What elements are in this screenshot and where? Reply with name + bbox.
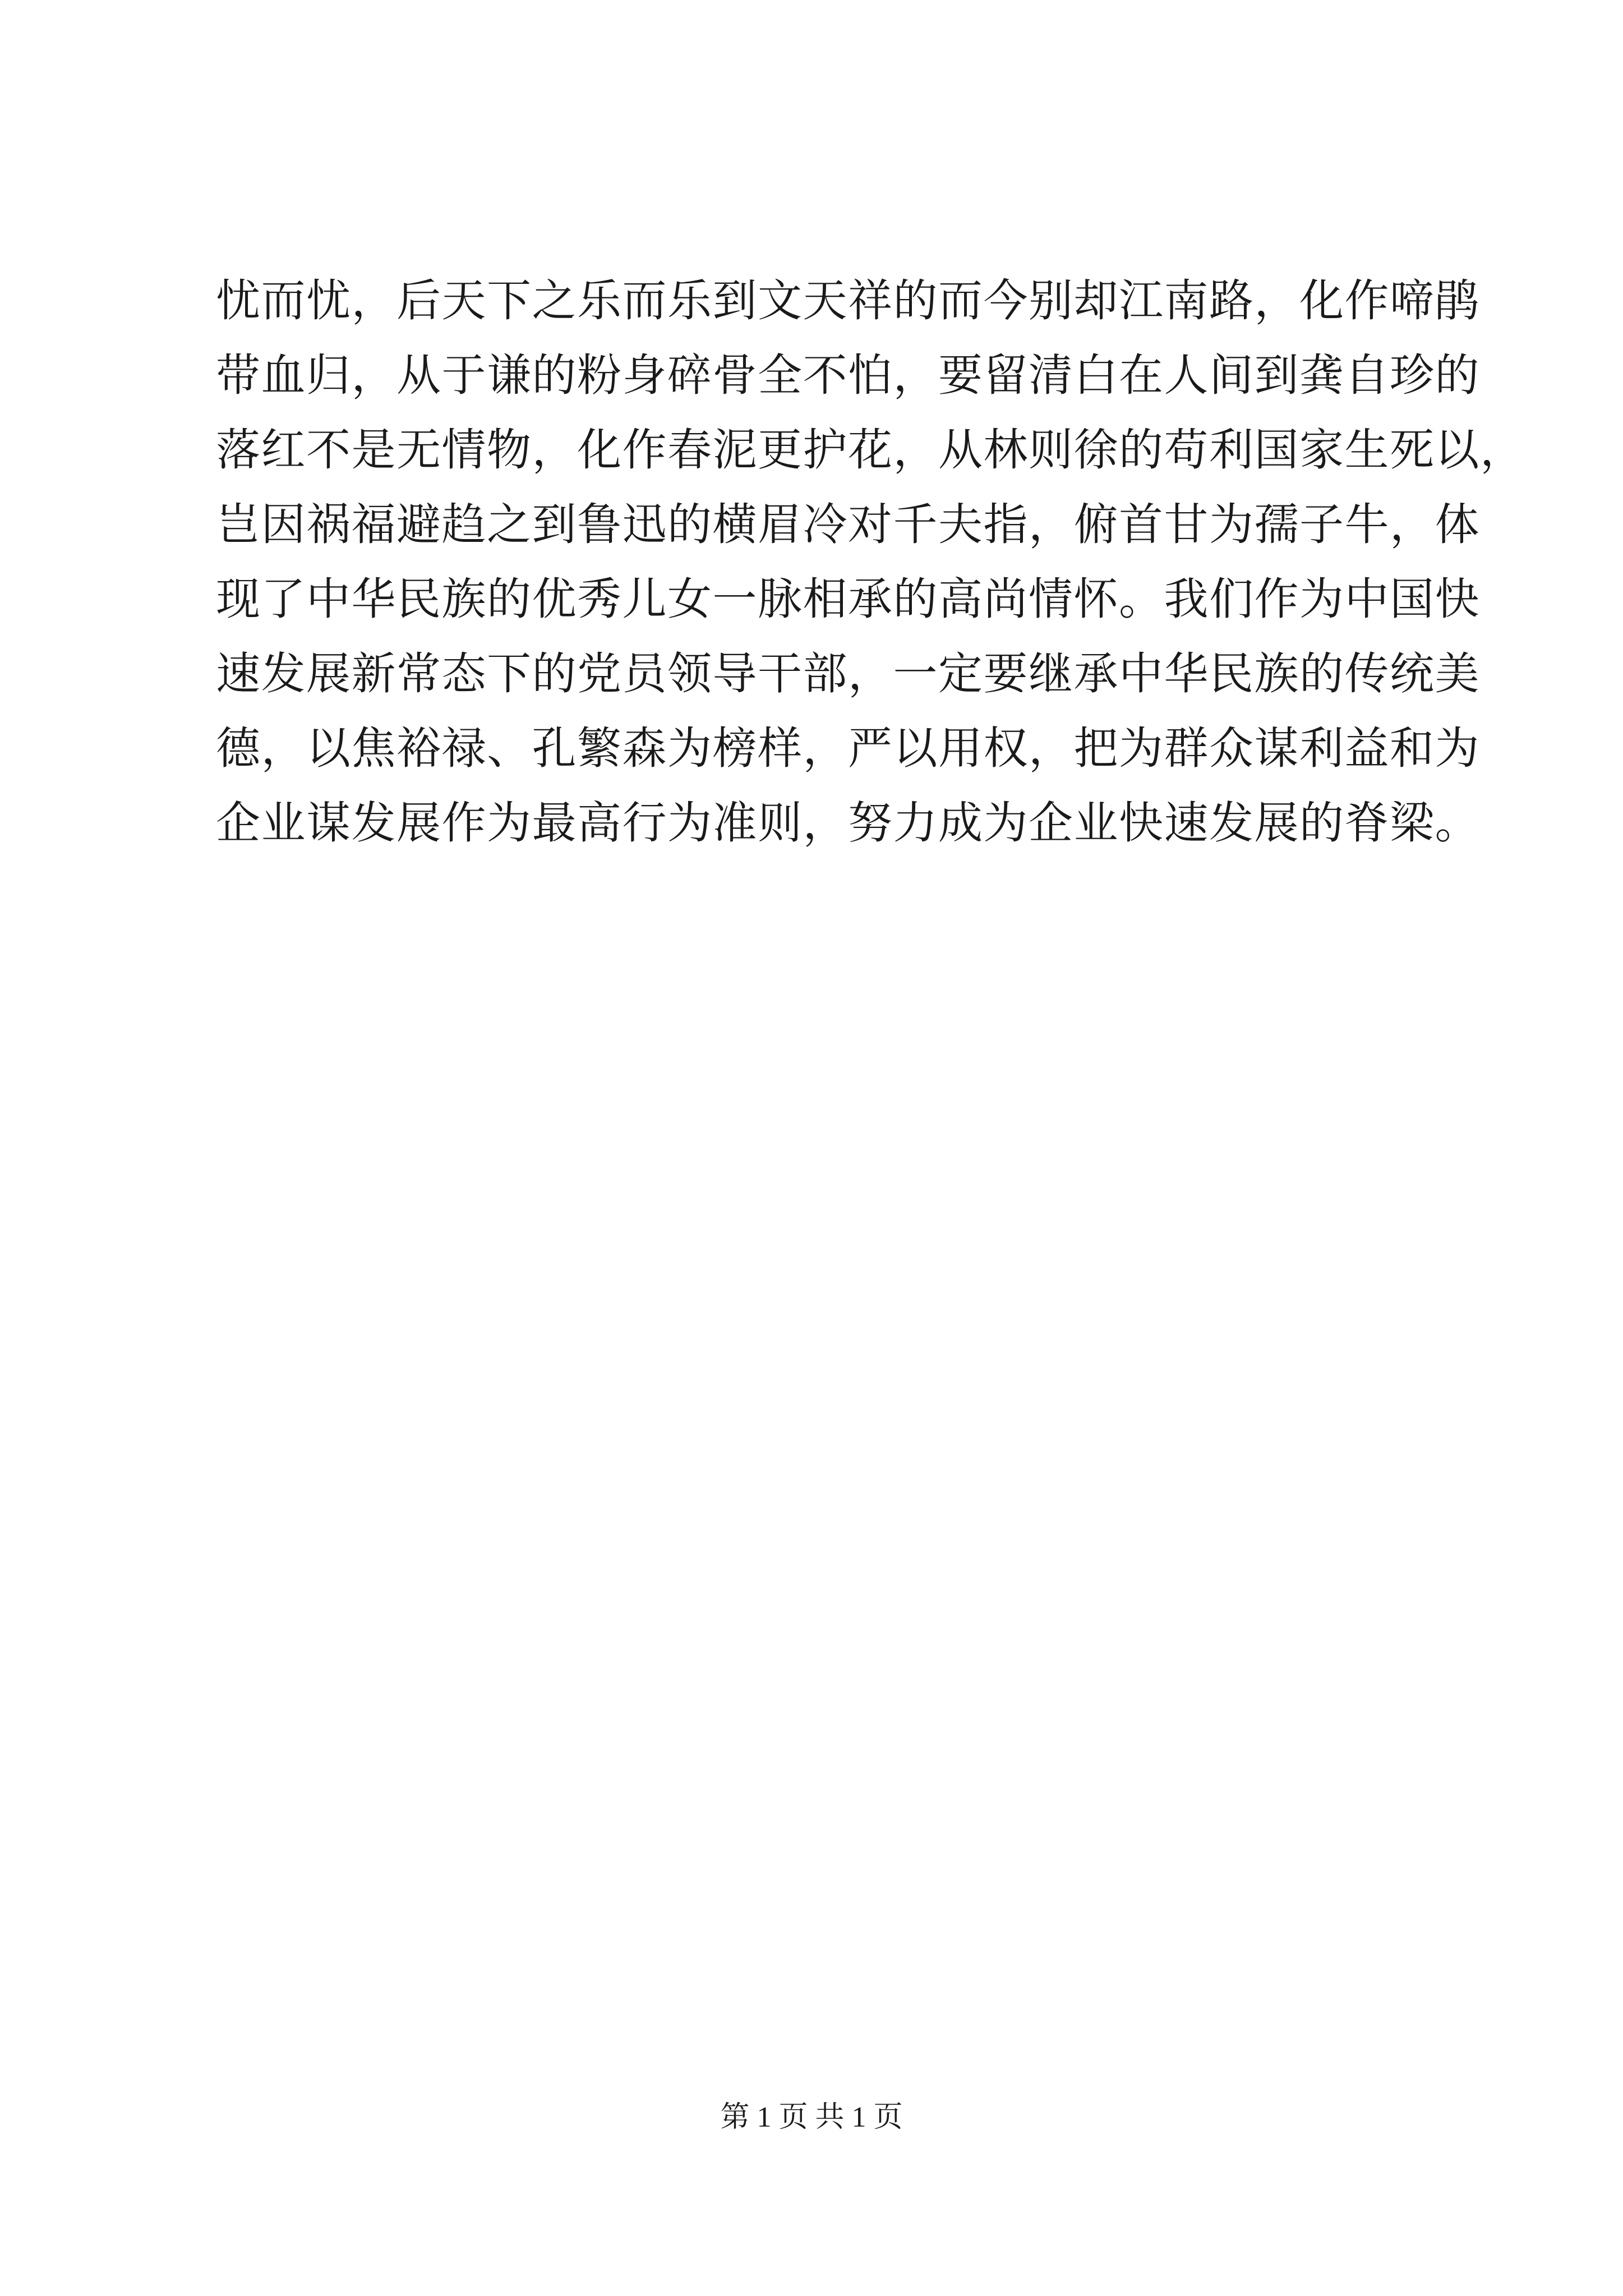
page-number-footer: 第 1 页 共 1 页 [720, 2101, 903, 2133]
text-line-7: 德，以焦裕禄、孔繁森为榜样，严以用权，把为群众谋利益和为 [216, 723, 1480, 774]
text-line-2: 带血归，从于谦的粉身碎骨全不怕，要留清白在人间到龚自珍的 [216, 349, 1480, 401]
text-line-5: 现了中华民族的优秀儿女一脉相承的高尚情怀。我们作为中国快 [216, 573, 1480, 625]
text-line-3: 落红不是无情物，化作春泥更护花，从林则徐的苟利国家生死以， [216, 424, 1525, 476]
text-line-6: 速发展新常态下的党员领导干部，一定要继承中华民族的传统美 [216, 648, 1480, 700]
text-line-4: 岂因祸福避趋之到鲁迅的横眉冷对千夫指，俯首甘为孺子牛，体 [216, 499, 1480, 550]
body-paragraph [216, 264, 1525, 861]
text-line-1: 忧而忧，后天下之乐而乐到文天祥的而今别却江南路，化作啼鹃 [216, 275, 1480, 326]
text-line-8: 企业谋发展作为最高行为准则，努力成为企业快速发展的脊梁。 [216, 797, 1480, 849]
